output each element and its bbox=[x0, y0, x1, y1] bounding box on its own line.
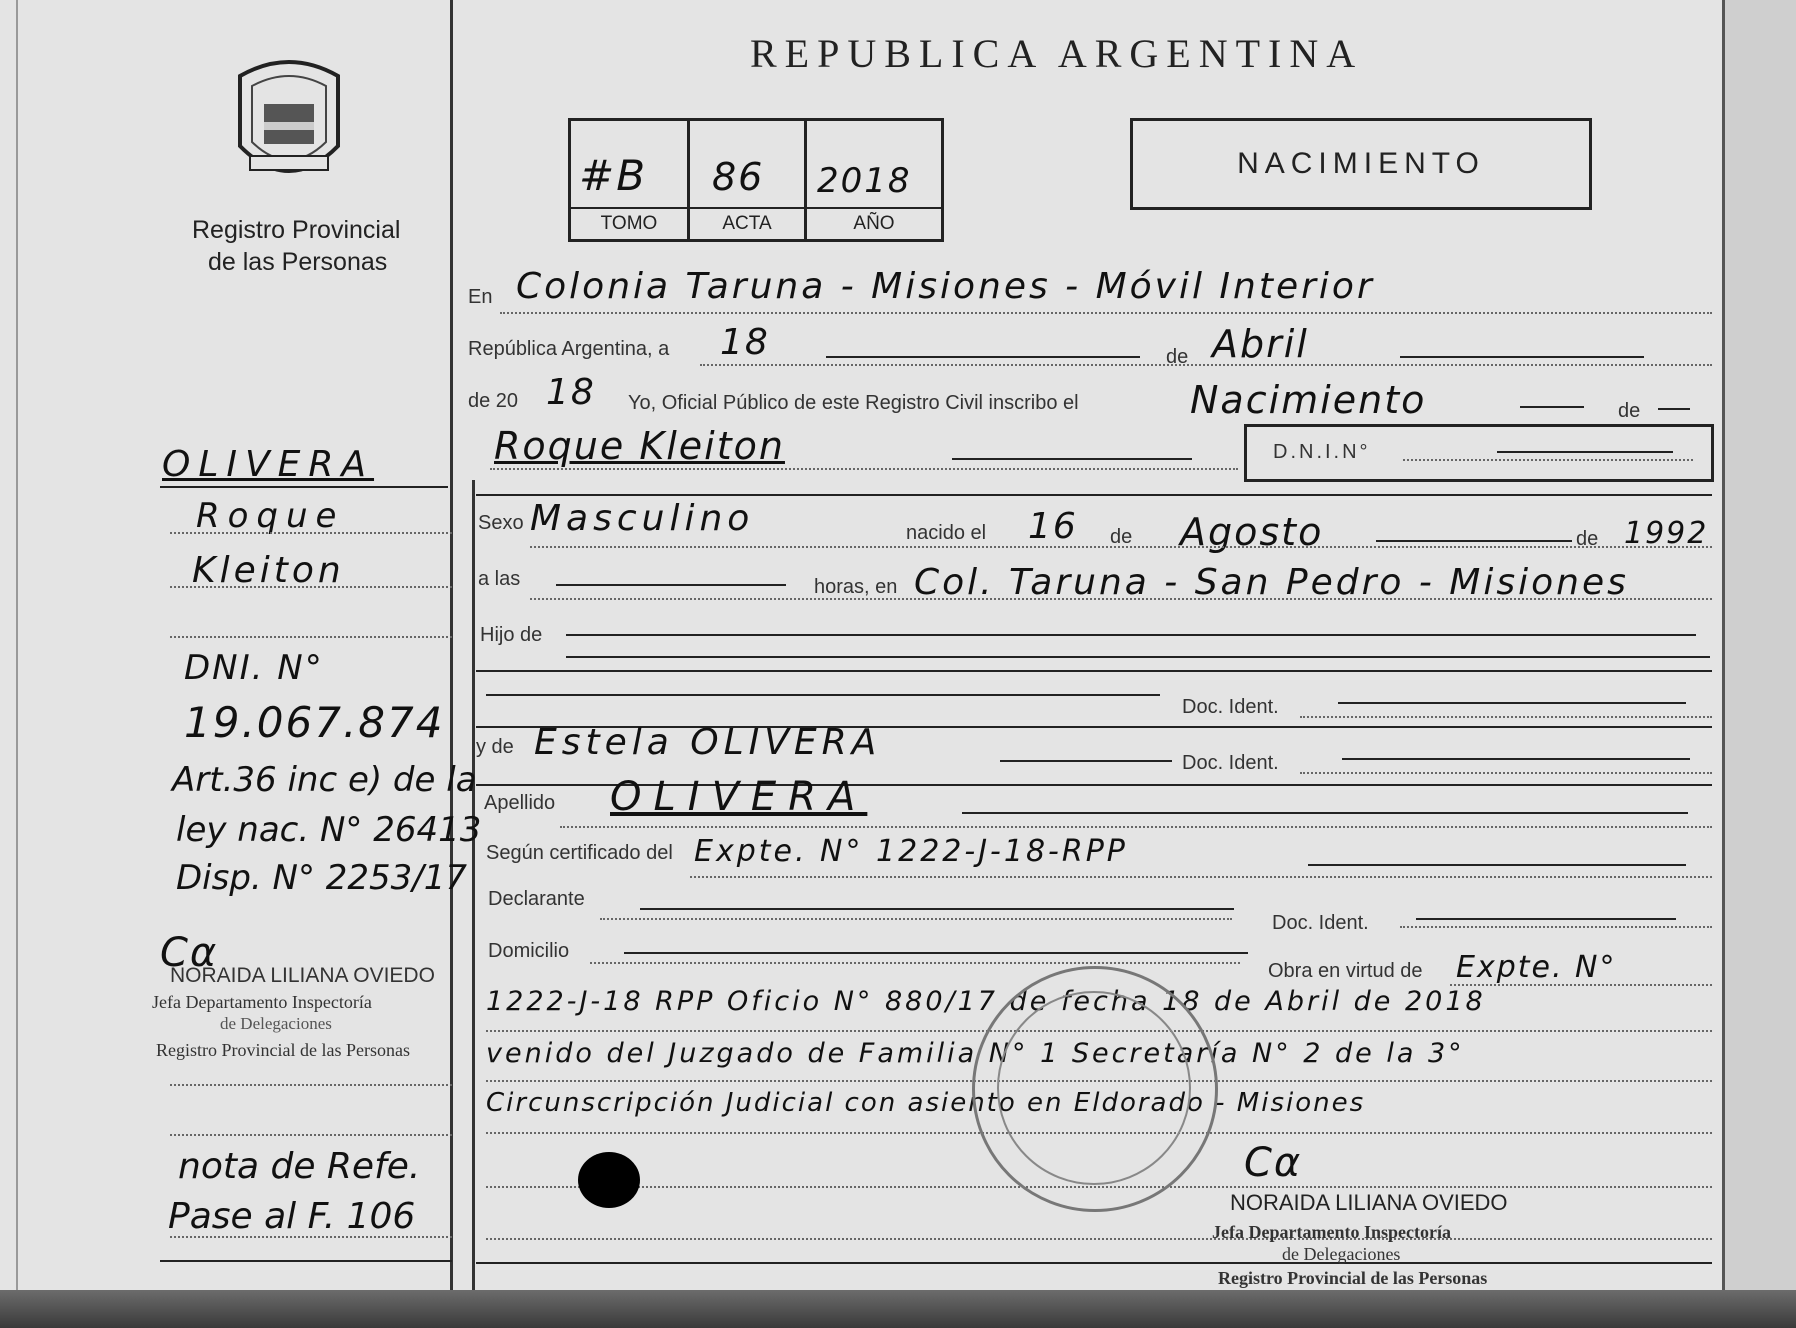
form-fill-line bbox=[962, 812, 1688, 814]
anio-cell bbox=[807, 121, 941, 239]
dni-dots bbox=[1403, 459, 1693, 461]
sidebar-sign-title-2: de Delegaciones bbox=[220, 1014, 332, 1033]
inscribe-value: Nacimiento bbox=[1190, 378, 1427, 422]
domicilio-label: Domicilio bbox=[488, 940, 570, 962]
form-fill-line bbox=[1658, 408, 1690, 410]
form-fill-line bbox=[1376, 540, 1572, 542]
person-name-value: Roque Kleiton bbox=[494, 424, 785, 468]
anio-value: 2018 bbox=[817, 161, 912, 201]
doc-ident-2: Doc. Ident. bbox=[1182, 752, 1279, 774]
dni-fill-line bbox=[1497, 451, 1673, 453]
mother-value: Estela OLIVERA bbox=[534, 722, 882, 763]
sidebar-given-name-1: Roque bbox=[196, 496, 345, 536]
birth-place-value: Col. Taruna - San Pedro - Misiones bbox=[914, 562, 1629, 603]
form-fill-line bbox=[566, 656, 1710, 658]
observation-line-1: 1222-J-18 RPP Oficio N° 880/17 de fecha 18 de Abril de 2018 bbox=[486, 986, 1486, 1017]
sidebar-dots bbox=[170, 1084, 452, 1086]
apellido-label: Apellido bbox=[484, 792, 556, 814]
sidebar-note-2: ley nac. N° 26413 bbox=[176, 810, 482, 850]
form-fill-line bbox=[826, 356, 1140, 358]
form-dots bbox=[1400, 926, 1712, 928]
birth-day-value: 16 bbox=[1028, 506, 1078, 547]
form-fill-line bbox=[1520, 406, 1584, 408]
form-dots bbox=[530, 598, 1712, 600]
main-sign-title-3: Registro Provincial de las Personas bbox=[1218, 1268, 1488, 1288]
dni-box-label: D.N.I.N° bbox=[1273, 441, 1371, 463]
country-title: REPUBLICA ARGENTINA bbox=[750, 31, 1364, 76]
sidebar-note-3: Disp. N° 2253/17 bbox=[176, 858, 468, 898]
segun-label: Según certificado del bbox=[486, 842, 673, 864]
obra-value: Expte. N° bbox=[1456, 950, 1617, 985]
form-dots bbox=[530, 546, 1712, 548]
form-fill-line bbox=[1000, 760, 1172, 762]
yde-label: y de bbox=[476, 736, 514, 758]
sidebar-dni-number: 19.067.874 bbox=[184, 698, 445, 747]
form-dots bbox=[690, 876, 1712, 878]
form-fill-line bbox=[624, 952, 1248, 954]
margin-line bbox=[16, 0, 18, 1290]
form-fill-line bbox=[1400, 356, 1644, 358]
form-dots bbox=[486, 1238, 1712, 1240]
registration-box bbox=[568, 118, 944, 242]
page-edge bbox=[1722, 0, 1796, 1300]
form-fill-line bbox=[640, 908, 1234, 910]
ink-blot bbox=[578, 1152, 640, 1208]
form-dots bbox=[500, 312, 1712, 314]
registry-name-line2: de las Personas bbox=[208, 248, 388, 276]
form-dots bbox=[700, 364, 1712, 366]
form-fill-line bbox=[486, 694, 1160, 696]
form-rule bbox=[476, 494, 1712, 496]
sexo-value: Masculino bbox=[530, 498, 755, 539]
yo-text: Yo, Oficial Público de este Registro Civil inscribo el bbox=[628, 392, 1079, 414]
registry-name-line1: Registro Provincial bbox=[192, 216, 401, 244]
divider-right bbox=[472, 480, 475, 1290]
sidebar-surname: OLIVERA bbox=[162, 444, 375, 485]
sidebar-bottom-note-2: Pase al F. 106 bbox=[168, 1196, 416, 1237]
form-dots bbox=[1450, 984, 1712, 986]
de20-label: de 20 bbox=[468, 390, 519, 412]
de-label: de bbox=[1166, 346, 1189, 368]
acta-label: ACTA bbox=[690, 207, 804, 239]
en-label: En bbox=[468, 286, 493, 308]
form-dots bbox=[560, 826, 1712, 828]
obra-label: Obra en virtud de bbox=[1268, 960, 1423, 982]
form-fill-line bbox=[952, 458, 1192, 460]
form-fill-line bbox=[1308, 864, 1686, 866]
sidebar-given-name-2: Kleiton bbox=[192, 550, 345, 591]
tomo-label: TOMO bbox=[571, 207, 687, 239]
republica-label: República Argentina, a bbox=[468, 338, 670, 360]
sidebar-sign-title-3: Registro Provincial de las Personas bbox=[156, 1040, 410, 1060]
sexo-label: Sexo bbox=[478, 512, 524, 534]
hijo-label: Hijo de bbox=[480, 624, 543, 646]
tomo-cell bbox=[571, 121, 690, 239]
sidebar-rule bbox=[160, 486, 448, 488]
apellido-value: OLIVERA bbox=[610, 774, 868, 820]
declarante-label: Declarante bbox=[488, 888, 585, 910]
month-value: Abril bbox=[1212, 322, 1309, 366]
horas-label: horas, en bbox=[814, 576, 898, 598]
sidebar-dni-label: DNI. N° bbox=[184, 648, 324, 688]
observation-line-2: venido del Juzgado de Familia N° 1 Secretaría N° 2 de la 3° bbox=[486, 1038, 1465, 1069]
acta-value: 86 bbox=[712, 155, 765, 199]
birth-month-value: Agosto bbox=[1180, 510, 1324, 554]
main-sign-title-2: de Delegaciones bbox=[1282, 1244, 1401, 1264]
sidebar-dots bbox=[170, 636, 452, 638]
provincia-misiones-logo bbox=[230, 56, 348, 192]
form-fill-line bbox=[556, 584, 786, 586]
act-type-box: NACIMIENTO bbox=[1130, 118, 1592, 210]
binder-edge bbox=[0, 1290, 1796, 1328]
form-dots bbox=[1300, 716, 1712, 718]
sidebar-dots bbox=[170, 1134, 452, 1136]
day-value: 18 bbox=[720, 322, 770, 363]
place-value: Colonia Taruna - Misiones - Móvil Interior bbox=[516, 266, 1375, 307]
form-dots bbox=[490, 468, 1238, 470]
sidebar-sign-title-1: Jefa Departamento Inspectoría bbox=[152, 992, 372, 1012]
doc-ident-1: Doc. Ident. bbox=[1182, 696, 1279, 718]
tomo-value: #B bbox=[579, 151, 648, 200]
year-suffix-value: 18 bbox=[546, 372, 596, 413]
form-fill-line bbox=[1416, 918, 1676, 920]
sidebar-dots bbox=[170, 1236, 452, 1238]
nacido-label: nacido el bbox=[906, 522, 987, 544]
official-seal-stamp bbox=[972, 966, 1218, 1212]
form-fill-line bbox=[1338, 702, 1686, 704]
main-sign-title-1: Jefa Departamento Inspectoría bbox=[1212, 1222, 1451, 1242]
form-dots bbox=[590, 962, 1240, 964]
dni-box bbox=[1244, 424, 1714, 482]
sidebar-bottom-note-1: nota de Refe. bbox=[178, 1146, 421, 1187]
form-dots bbox=[600, 918, 1232, 920]
doc-ident-3: Doc. Ident. bbox=[1272, 912, 1369, 934]
anio-label: AÑO bbox=[807, 207, 941, 239]
birth-year-value: 1992 bbox=[1624, 516, 1709, 551]
de-label-4: de bbox=[1576, 528, 1599, 550]
sidebar-dots bbox=[170, 586, 452, 588]
observation-line-3: Circunscripción Judicial con asiento en Eldorado - Misiones bbox=[486, 1088, 1366, 1118]
main-sign-name: NORAIDA LILIANA OVIEDO bbox=[1230, 1190, 1508, 1215]
sidebar-note-1: Art.36 inc e) de la bbox=[172, 760, 477, 800]
sidebar-sign-name: NORAIDA LILIANA OVIEDO bbox=[170, 964, 435, 987]
main-signature: Cα bbox=[1244, 1140, 1303, 1186]
sidebar-dots bbox=[170, 532, 452, 534]
sidebar-bottom-rule bbox=[160, 1260, 452, 1262]
sidebar-signature: Cα bbox=[160, 930, 219, 976]
de-label-3: de bbox=[1110, 526, 1133, 548]
form-dots bbox=[1300, 772, 1712, 774]
divider-left bbox=[450, 0, 453, 1290]
acta-cell bbox=[690, 121, 807, 239]
form-rule bbox=[476, 670, 1712, 672]
de-label-2: de bbox=[1618, 400, 1641, 422]
form-fill-line bbox=[566, 634, 1696, 636]
form-bottom-rule bbox=[476, 1262, 1712, 1264]
form-fill-line bbox=[1342, 758, 1690, 760]
segun-value: Expte. N° 1222-J-18-RPP bbox=[694, 834, 1128, 869]
alas-label: a las bbox=[478, 568, 521, 590]
